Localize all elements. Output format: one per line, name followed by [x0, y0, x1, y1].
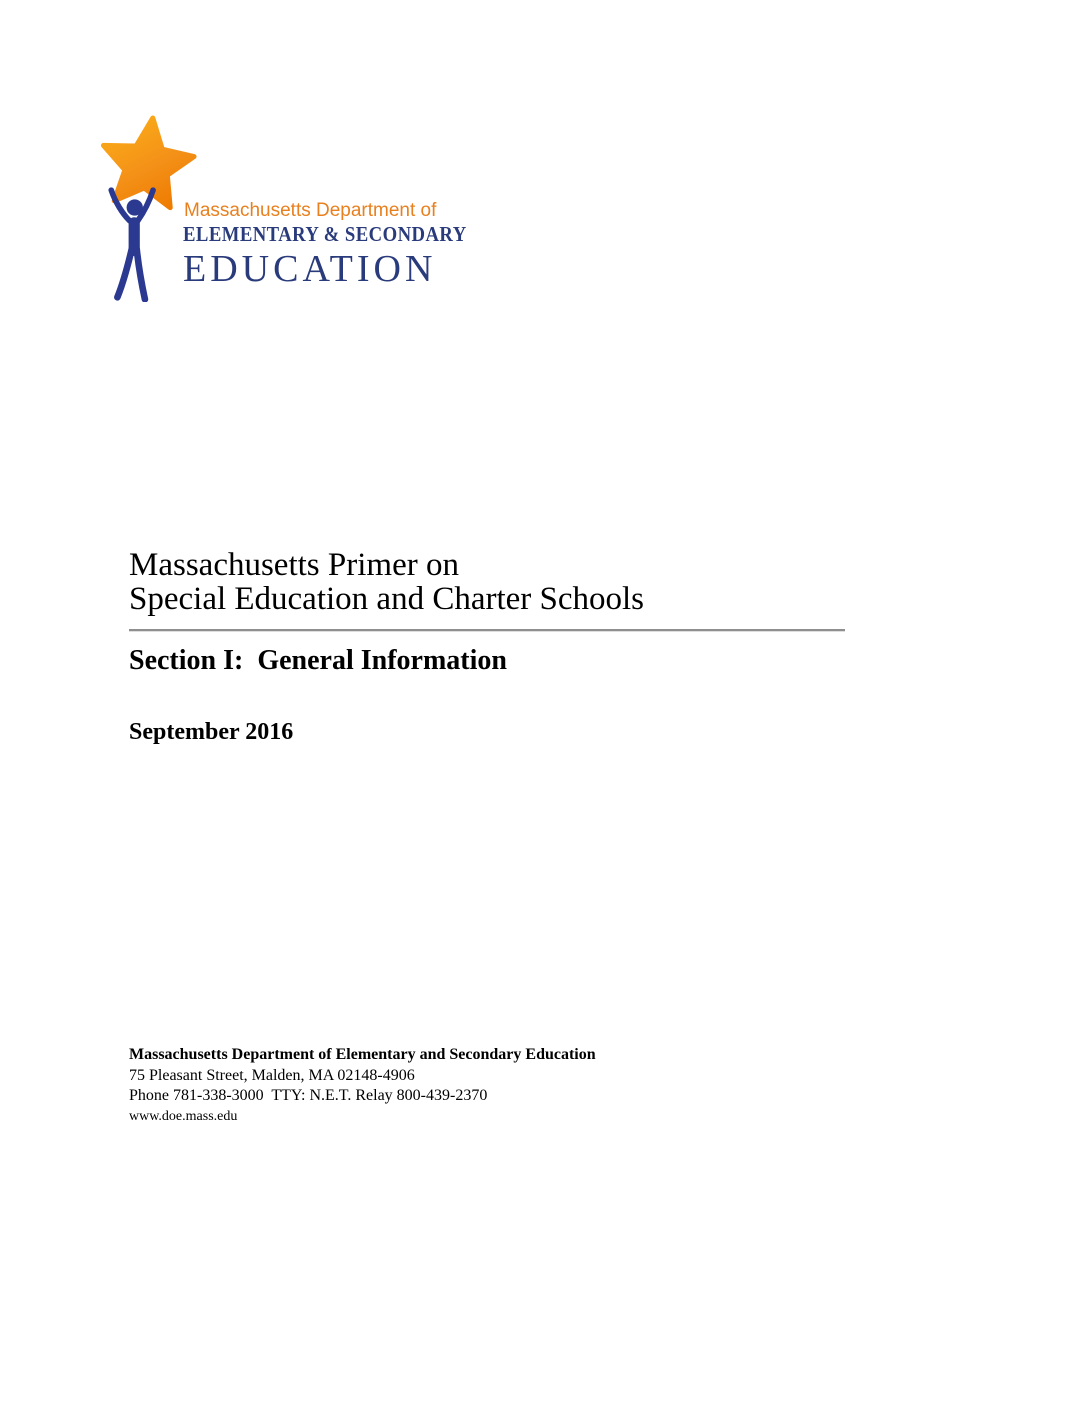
section-heading: Section I: General Information: [129, 645, 507, 676]
dese-logo: [98, 112, 467, 302]
contact-address: 75 Pleasant Street, Malden, MA 02148-4906: [129, 1066, 415, 1084]
document-title-line2: Special Education and Charter Schools: [129, 581, 645, 617]
logo-wordmark: [183, 201, 502, 288]
logo-org-line3: EDUCATION: [183, 248, 437, 290]
contact-website: www.doe.mass.edu: [129, 1108, 238, 1124]
title-divider: [129, 629, 845, 631]
contact-block: [129, 1045, 596, 1127]
publication-date: September 2016: [129, 719, 294, 745]
person-icon: [111, 190, 153, 299]
document-title: [129, 548, 644, 616]
logo-org-line1: Massachusetts Department of: [184, 200, 437, 221]
contact-org-name: Massachusetts Department of Elementary and Secondary Education: [129, 1046, 596, 1063]
document-title-line1: Massachusetts Primer on: [129, 547, 459, 583]
contact-phone: Phone 781-338-3000 TTY: N.E.T. Relay 800-439-2370: [129, 1087, 488, 1104]
logo-org-line2: ELEMENTARY & SECONDARY: [183, 222, 467, 246]
